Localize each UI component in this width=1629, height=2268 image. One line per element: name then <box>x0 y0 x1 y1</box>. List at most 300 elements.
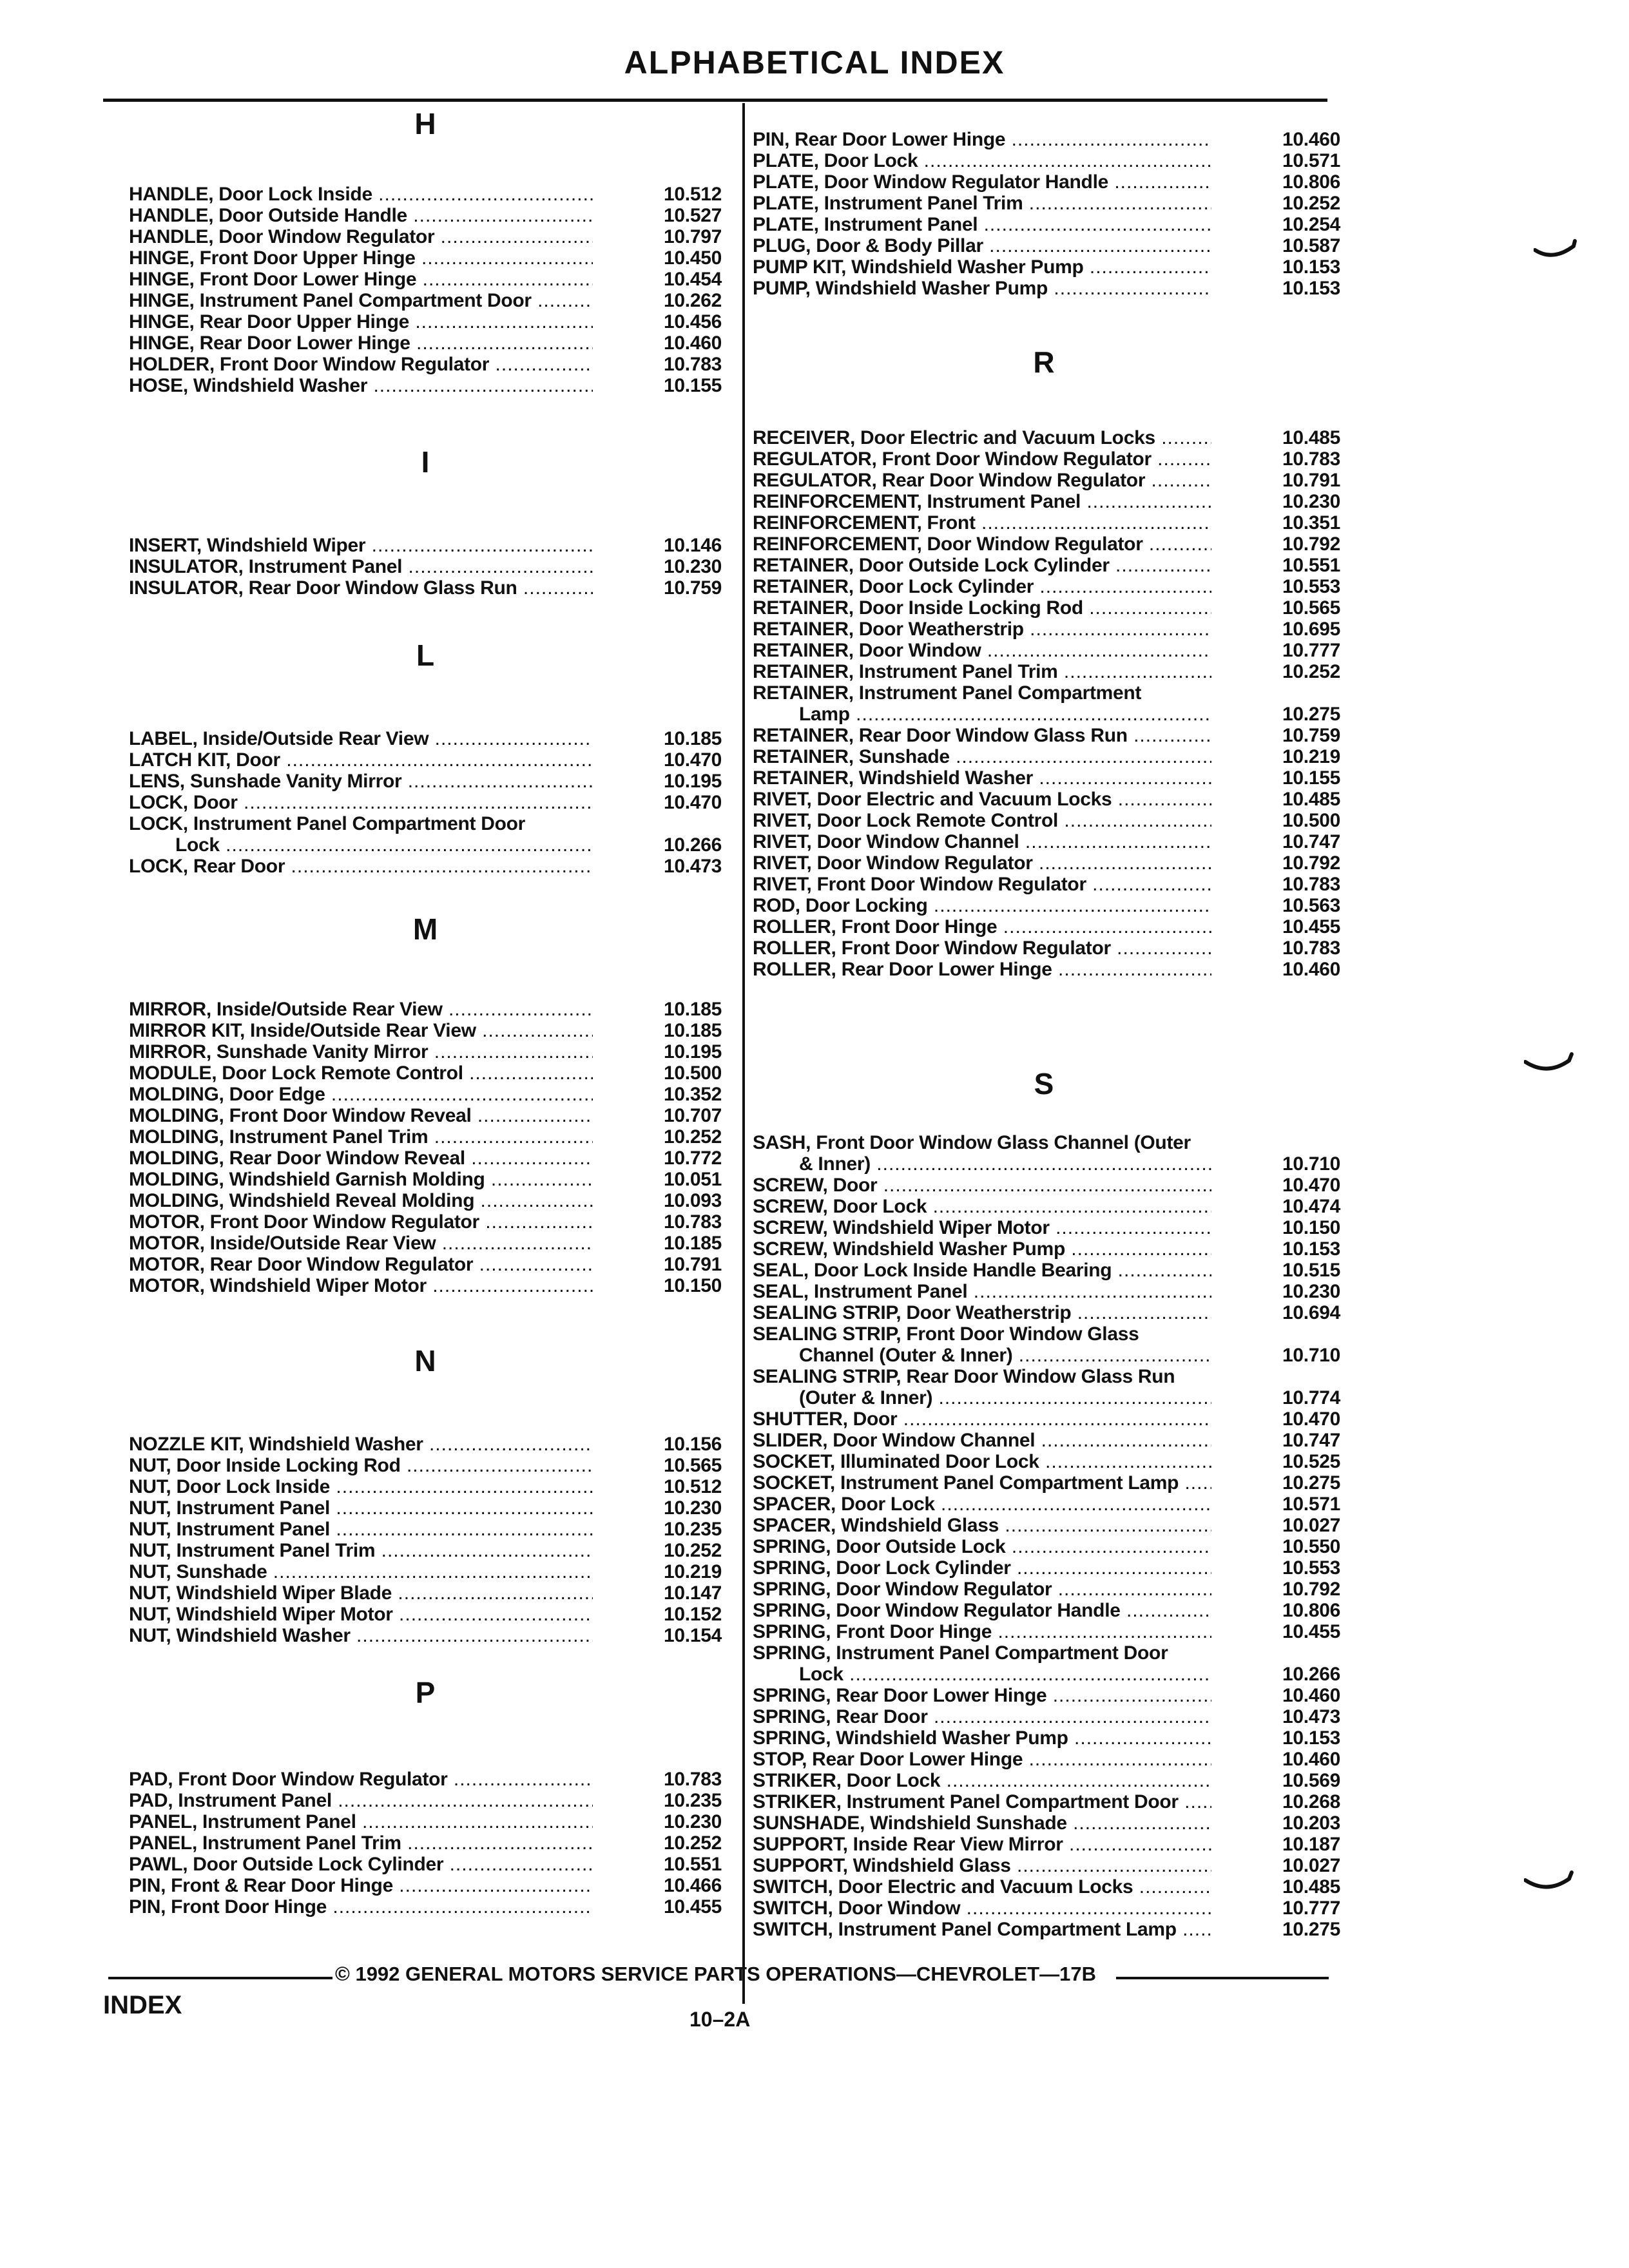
index-entry-label: SHUTTER, Door ..... <box>753 1408 1211 1430</box>
index-entry-label: MOLDING, Door Edge ..... <box>129 1084 593 1105</box>
index-entry-label: SUNSHADE, Windshield Sunshade ..... <box>753 1812 1211 1834</box>
index-entry-label: SPRING, Rear Door Lower Hinge ..... <box>753 1685 1211 1706</box>
index-entry-page: 10.155 <box>1282 767 1340 789</box>
index-entry-page: 10.783 <box>664 1769 722 1790</box>
index-entry <box>129 856 722 877</box>
index-entry-label: SUPPORT, Windshield Glass ..... <box>753 1855 1211 1876</box>
index-entry-label: SPRING, Door Outside Lock ..... <box>753 1536 1211 1557</box>
index-entry <box>129 1769 722 1790</box>
index-entry <box>129 771 722 792</box>
section-letter-heading: H <box>414 107 436 140</box>
index-entry-label: SOCKET, Illuminated Door Lock ..... <box>753 1451 1211 1472</box>
index-entry-label: SEALING STRIP, Door Weatherstrip ..... <box>753 1302 1211 1323</box>
index-entry-page: 10.783 <box>1282 937 1340 959</box>
index-entry-page: 10.470 <box>1282 1408 1340 1430</box>
index-entry-label: SOCKET, Instrument Panel Compartment Lamp ..... <box>753 1472 1211 1494</box>
index-entry-page: 10.252 <box>664 1832 722 1854</box>
index-entry <box>753 1706 1340 1727</box>
index-entry-label: LENS, Sunshade Vanity Mirror ..... <box>129 771 593 792</box>
index-entry-continuation-label: Channel (Outer & Inner) ..... <box>799 1345 1211 1366</box>
index-entry-page: 10.153 <box>1282 1727 1340 1749</box>
index-entry-page: 10.695 <box>1282 619 1340 640</box>
index-entry-page: 10.455 <box>1282 1621 1340 1642</box>
section-letter-heading: R <box>1033 345 1055 379</box>
index-entry-label: SCREW, Windshield Wiper Motor ..... <box>753 1217 1211 1238</box>
index-entry-label: MIRROR, Inside/Outside Rear View ..... <box>129 999 593 1020</box>
index-entry-page: 10.759 <box>664 577 722 599</box>
index-entry-page: 10.551 <box>1282 555 1340 576</box>
index-entry-page: 10.466 <box>664 1875 722 1896</box>
index-entry <box>753 1642 1340 1664</box>
index-entry <box>129 1540 722 1561</box>
index-entry-label: RECEIVER, Door Electric and Vacuum Locks ..... <box>753 427 1211 448</box>
index-entry <box>129 269 722 290</box>
index-entry <box>753 1727 1340 1749</box>
index-entry <box>129 1211 722 1233</box>
index-entry-label: INSULATOR, Rear Door Window Glass Run ..... <box>129 577 593 599</box>
index-entry-page: 10.553 <box>1282 1557 1340 1579</box>
index-entry-page: 10.153 <box>1282 278 1340 299</box>
section-letter-heading: M <box>412 912 438 946</box>
index-entry-label: NOZZLE KIT, Windshield Washer ..... <box>129 1434 593 1455</box>
index-entry-label: SPRING, Door Lock Cylinder ..... <box>753 1557 1211 1579</box>
index-entry <box>129 1604 722 1625</box>
index-entry <box>129 332 722 354</box>
index-entry <box>753 1175 1340 1196</box>
index-entry <box>753 555 1340 576</box>
index-entry-page: 10.515 <box>1282 1260 1340 1281</box>
index-entry <box>129 290 722 311</box>
index-entry-label: PLATE, Door Lock ..... <box>753 150 1211 171</box>
index-entry <box>129 1126 722 1148</box>
index-entry-label: SPACER, Door Lock ..... <box>753 1494 1211 1515</box>
index-entry-label: SEALING STRIP, Front Door Window Glass <box>753 1323 1139 1345</box>
index-entry <box>129 1519 722 1540</box>
index-entry-label: RETAINER, Door Window ..... <box>753 640 1211 661</box>
index-entry <box>129 1434 722 1455</box>
title-rule <box>103 99 1327 102</box>
index-entry-label: PLUG, Door & Body Pillar ..... <box>753 235 1211 256</box>
index-entry-label: ROLLER, Front Door Window Regulator ..... <box>753 937 1211 959</box>
index-entry-continuation <box>753 1664 1340 1685</box>
index-entry <box>753 937 1340 959</box>
index-entry <box>753 512 1340 533</box>
index-entry <box>753 725 1340 746</box>
index-entry-page: 10.460 <box>1282 129 1340 150</box>
index-entry-page: 10.792 <box>1282 533 1340 555</box>
index-entry <box>753 1919 1340 1940</box>
index-entry <box>129 1254 722 1275</box>
index-entry-label: RETAINER, Rear Door Window Glass Run ..... <box>753 725 1211 746</box>
index-entry-continuation-label: (Outer & Inner) ..... <box>799 1387 1211 1408</box>
index-entry-label: ROLLER, Rear Door Lower Hinge ..... <box>753 959 1211 980</box>
index-entry <box>753 767 1340 789</box>
index-entry <box>129 1875 722 1896</box>
index-entry-label: SPACER, Windshield Glass ..... <box>753 1515 1211 1536</box>
index-entry-label: RETAINER, Sunshade ..... <box>753 746 1211 767</box>
index-entry-label: HANDLE, Door Lock Inside ..... <box>129 184 593 205</box>
index-entry <box>129 1105 722 1126</box>
binding-mark <box>1534 232 1579 264</box>
index-entry <box>753 874 1340 895</box>
index-entry-page: 10.473 <box>1282 1706 1340 1727</box>
index-entry <box>129 205 722 226</box>
index-entry-page: 10.230 <box>1282 1281 1340 1302</box>
index-entry-label: RETAINER, Door Outside Lock Cylinder ..... <box>753 555 1211 576</box>
index-entry-label: MOLDING, Windshield Garnish Molding ..... <box>129 1169 593 1190</box>
index-entry <box>753 576 1340 597</box>
index-entry-label: MIRROR, Sunshade Vanity Mirror ..... <box>129 1041 593 1062</box>
index-entry-page: 10.146 <box>664 535 722 556</box>
index-entry <box>129 1476 722 1497</box>
index-entry-label: HINGE, Front Door Upper Hinge ..... <box>129 247 593 269</box>
index-entry-page: 10.470 <box>1282 1175 1340 1196</box>
index-entry <box>129 1041 722 1062</box>
index-entry <box>753 619 1340 640</box>
index-entry <box>753 1515 1340 1536</box>
index-entry-label: REINFORCEMENT, Front ..... <box>753 512 1211 533</box>
index-entry-page: 10.772 <box>664 1148 722 1169</box>
index-entry-label: MOTOR, Windshield Wiper Motor ..... <box>129 1275 593 1296</box>
index-entry-label: SPRING, Door Window Regulator Handle ..... <box>753 1600 1211 1621</box>
section-letter-heading: S <box>1034 1067 1054 1100</box>
index-entry <box>753 1196 1340 1217</box>
index-entry-page: 10.783 <box>664 354 722 375</box>
index-entry-page: 10.155 <box>664 375 722 396</box>
index-entry <box>753 1876 1340 1898</box>
index-entry-page: 10.470 <box>664 792 722 813</box>
index-entry-page: 10.185 <box>664 1020 722 1041</box>
index-entry-label: PAD, Instrument Panel ..... <box>129 1790 593 1811</box>
index-entry-label: REINFORCEMENT, Instrument Panel ..... <box>753 491 1211 512</box>
index-entry-label: PUMP KIT, Windshield Washer Pump ..... <box>753 256 1211 278</box>
index-entry-page: 10.219 <box>664 1561 722 1582</box>
index-entry-page: 10.460 <box>1282 959 1340 980</box>
index-entry-page: 10.275 <box>1282 1472 1340 1494</box>
binding-mark <box>1524 1050 1576 1082</box>
index-entry <box>753 810 1340 831</box>
index-entry <box>753 533 1340 555</box>
index-entry-label: MOTOR, Rear Door Window Regulator ..... <box>129 1254 593 1275</box>
index-entry <box>753 1408 1340 1430</box>
index-entry <box>753 1451 1340 1472</box>
index-entry-label: NUT, Door Inside Locking Rod ..... <box>129 1455 593 1476</box>
index-entry-page: 10.783 <box>1282 874 1340 895</box>
index-entry-page: 10.275 <box>1282 704 1340 725</box>
index-entry-page: 10.473 <box>664 856 722 877</box>
index-entry-page: 10.150 <box>664 1275 722 1296</box>
index-entry-label: NUT, Windshield Wiper Blade ..... <box>129 1582 593 1604</box>
index-entry-label: MOLDING, Front Door Window Reveal ..... <box>129 1105 593 1126</box>
index-entry-continuation <box>753 704 1340 725</box>
index-entry-label: RETAINER, Instrument Panel Trim ..... <box>753 661 1211 682</box>
index-entry <box>129 1084 722 1105</box>
index-entry <box>129 1275 722 1296</box>
index-entry-label: ROD, Door Locking ..... <box>753 895 1211 916</box>
index-entry-page: 10.527 <box>664 205 722 226</box>
index-entry-page: 10.150 <box>1282 1217 1340 1238</box>
index-entry-label: RIVET, Door Window Regulator ..... <box>753 852 1211 874</box>
index-entry-label: HINGE, Rear Door Lower Hinge ..... <box>129 332 593 354</box>
index-entry-label: LATCH KIT, Door ..... <box>129 749 593 771</box>
index-entry <box>129 375 722 396</box>
index-entry-label: SPRING, Windshield Washer Pump ..... <box>753 1727 1211 1749</box>
index-entry-label: PLATE, Door Window Regulator Handle ..... <box>753 171 1211 193</box>
index-entry-page: 10.195 <box>664 1041 722 1062</box>
index-entry-label: NUT, Instrument Panel Trim ..... <box>129 1540 593 1561</box>
index-entry <box>753 1749 1340 1770</box>
index-entry-page: 10.219 <box>1282 746 1340 767</box>
index-entry-label: ROLLER, Front Door Hinge ..... <box>753 916 1211 937</box>
index-entry <box>129 1896 722 1917</box>
index-entry-page: 10.450 <box>664 247 722 269</box>
index-entry-page: 10.550 <box>1282 1536 1340 1557</box>
index-entry <box>753 1791 1340 1812</box>
index-entry-label: NUT, Instrument Panel ..... <box>129 1497 593 1519</box>
index-entry-continuation-label: Lamp ..... <box>799 704 1211 725</box>
footer-rule-left <box>108 1977 333 1979</box>
index-entry-label: RIVET, Door Lock Remote Control ..... <box>753 810 1211 831</box>
index-entry <box>129 184 722 205</box>
index-entry <box>753 1834 1340 1855</box>
index-entry-label: NUT, Sunshade ..... <box>129 1561 593 1582</box>
index-entry-page: 10.230 <box>664 556 722 577</box>
index-entry <box>753 1536 1340 1557</box>
index-entry <box>753 1600 1340 1621</box>
index-entry-page: 10.152 <box>664 1604 722 1625</box>
index-entry <box>753 1238 1340 1260</box>
index-entry-page: 10.512 <box>664 1476 722 1497</box>
index-entry-label: PAWL, Door Outside Lock Cylinder ..... <box>129 1854 593 1875</box>
index-entry-label: SWITCH, Door Electric and Vacuum Locks ..... <box>753 1876 1211 1898</box>
index-entry <box>129 813 722 834</box>
index-entry-label: SPRING, Rear Door ..... <box>753 1706 1211 1727</box>
index-entry-label: STRIKER, Door Lock ..... <box>753 1770 1211 1791</box>
index-entry-page: 10.230 <box>664 1811 722 1832</box>
index-entry <box>753 640 1340 661</box>
index-entry-page: 10.563 <box>1282 895 1340 916</box>
index-entry-page: 10.252 <box>664 1126 722 1148</box>
index-entry-continuation <box>753 1345 1340 1366</box>
index-entry <box>753 661 1340 682</box>
index-entry-label: RIVET, Front Door Window Regulator ..... <box>753 874 1211 895</box>
index-entry-page: 10.351 <box>1282 512 1340 533</box>
index-entry-page: 10.051 <box>664 1169 722 1190</box>
section-letter-heading: L <box>416 639 435 672</box>
index-entry-label: RIVET, Door Window Channel ..... <box>753 831 1211 852</box>
index-entry <box>129 226 722 247</box>
index-entry-page: 10.454 <box>664 269 722 290</box>
index-entry-page: 10.791 <box>664 1254 722 1275</box>
index-entry-label: NUT, Windshield Wiper Motor ..... <box>129 1604 593 1625</box>
index-entry-page: 10.571 <box>1282 150 1340 171</box>
index-entry-page: 10.470 <box>664 749 722 771</box>
index-entry-label: SLIDER, Door Window Channel ..... <box>753 1430 1211 1451</box>
index-entry <box>129 577 722 599</box>
index-entry-label: INSULATOR, Instrument Panel ..... <box>129 556 593 577</box>
index-entry-label: RETAINER, Door Weatherstrip ..... <box>753 619 1211 640</box>
index-entry-page: 10.474 <box>1282 1196 1340 1217</box>
index-entry <box>129 1854 722 1875</box>
index-entry <box>753 1472 1340 1494</box>
index-entry <box>753 1217 1340 1238</box>
index-entry <box>753 235 1340 256</box>
index-entry <box>753 1855 1340 1876</box>
index-entry <box>129 247 722 269</box>
index-entry-page: 10.252 <box>664 1540 722 1561</box>
index-entry-label: HOSE, Windshield Washer ..... <box>129 375 593 396</box>
index-entry <box>129 1625 722 1646</box>
index-entry-label: PAD, Front Door Window Regulator ..... <box>129 1769 593 1790</box>
index-entry-page: 10.185 <box>664 1233 722 1254</box>
index-entry-page: 10.710 <box>1282 1153 1340 1175</box>
index-entry-page: 10.485 <box>1282 789 1340 810</box>
index-entry <box>753 789 1340 810</box>
index-entry <box>753 1132 1340 1153</box>
index-entry-page: 10.154 <box>664 1625 722 1646</box>
index-entry <box>753 682 1340 704</box>
index-entry <box>129 1233 722 1254</box>
page-number: 10–2A <box>689 2008 751 2031</box>
index-entry-label: PLATE, Instrument Panel Trim ..... <box>753 193 1211 214</box>
index-entry-page: 10.565 <box>1282 597 1340 619</box>
index-entry <box>129 1582 722 1604</box>
index-entry <box>129 1169 722 1190</box>
index-entry-label: RIVET, Door Electric and Vacuum Locks ..... <box>753 789 1211 810</box>
index-entry-label: MOTOR, Inside/Outside Rear View ..... <box>129 1233 593 1254</box>
index-entry-label: MOLDING, Rear Door Window Reveal ..... <box>129 1148 593 1169</box>
index-entry-label: LABEL, Inside/Outside Rear View ..... <box>129 728 593 749</box>
index-entry-page: 10.275 <box>1282 1919 1340 1940</box>
index-entry-label: PANEL, Instrument Panel Trim ..... <box>129 1832 593 1854</box>
index-entry-page: 10.455 <box>1282 916 1340 937</box>
index-entry-page: 10.027 <box>1282 1855 1340 1876</box>
footer-copyright: © 1992 GENERAL MOTORS SERVICE PARTS OPERATIONS—CHEVROLET—17B <box>335 1963 1096 1985</box>
index-entry-page: 10.460 <box>1282 1749 1340 1770</box>
index-entry-page: 10.747 <box>1282 1430 1340 1451</box>
index-entry-page: 10.777 <box>1282 1898 1340 1919</box>
index-entry-page: 10.774 <box>1282 1387 1340 1408</box>
index-entry <box>129 354 722 375</box>
index-entry-label: NUT, Door Lock Inside ..... <box>129 1476 593 1497</box>
index-entry-label: MOTOR, Front Door Window Regulator ..... <box>129 1211 593 1233</box>
index-entry-page: 10.587 <box>1282 235 1340 256</box>
index-entry-label: MOLDING, Windshield Reveal Molding ..... <box>129 1190 593 1211</box>
index-entry <box>753 171 1340 193</box>
index-entry-page: 10.569 <box>1282 1770 1340 1791</box>
index-entry-page: 10.153 <box>1282 1238 1340 1260</box>
index-entry-label: REGULATOR, Front Door Window Regulator ..... <box>753 448 1211 470</box>
index-entry <box>753 448 1340 470</box>
index-entry-continuation <box>753 1153 1340 1175</box>
footer-section-label: INDEX <box>103 1991 182 2019</box>
index-entry-page: 10.791 <box>1282 470 1340 491</box>
index-entry-page: 10.156 <box>664 1434 722 1455</box>
index-entry-continuation <box>753 1387 1340 1408</box>
index-entry-continuation-label: Lock ..... <box>175 834 593 856</box>
index-entry-label: LOCK, Instrument Panel Compartment Door <box>129 813 526 834</box>
index-entry-page: 10.806 <box>1282 1600 1340 1621</box>
index-entry <box>753 1366 1340 1387</box>
index-entry-page: 10.093 <box>664 1190 722 1211</box>
index-entry <box>129 999 722 1020</box>
index-entry-label: RETAINER, Door Lock Cylinder ..... <box>753 576 1211 597</box>
index-entry-page: 10.195 <box>664 771 722 792</box>
index-entry-page: 10.500 <box>1282 810 1340 831</box>
index-entry-page: 10.485 <box>1282 427 1340 448</box>
index-entry-page: 10.266 <box>664 834 722 856</box>
index-entry-page: 10.147 <box>664 1582 722 1604</box>
index-entry <box>753 1812 1340 1834</box>
index-entry <box>753 129 1340 150</box>
index-entry <box>753 746 1340 767</box>
index-entry-page: 10.806 <box>1282 171 1340 193</box>
index-entry <box>129 1497 722 1519</box>
index-entry-label: PANEL, Instrument Panel ..... <box>129 1811 593 1832</box>
index-entry-page: 10.153 <box>1282 256 1340 278</box>
index-entry-label: HINGE, Instrument Panel Compartment Door ..... <box>129 290 593 311</box>
index-entry-label: SWITCH, Door Window ..... <box>753 1898 1211 1919</box>
index-entry-label: HINGE, Rear Door Upper Hinge ..... <box>129 311 593 332</box>
section-letter-heading: N <box>414 1344 436 1378</box>
index-entry-label: STRIKER, Instrument Panel Compartment Door ..... <box>753 1791 1211 1812</box>
index-entry-page: 10.747 <box>1282 831 1340 852</box>
index-entry-page: 10.553 <box>1282 576 1340 597</box>
index-entry-label: PIN, Rear Door Lower Hinge ..... <box>753 129 1211 150</box>
index-entry-page: 10.185 <box>664 728 722 749</box>
index-entry <box>129 1832 722 1854</box>
index-entry <box>753 427 1340 448</box>
index-entry <box>753 597 1340 619</box>
index-entry-page: 10.525 <box>1282 1451 1340 1472</box>
index-entry-page: 10.252 <box>1282 661 1340 682</box>
index-entry-page: 10.500 <box>664 1062 722 1084</box>
index-entry <box>129 1020 722 1041</box>
index-entry <box>129 535 722 556</box>
index-entry-continuation-label: Lock ..... <box>799 1664 1211 1685</box>
index-entry-label: SPRING, Door Window Regulator ..... <box>753 1579 1211 1600</box>
index-entry-page: 10.460 <box>664 332 722 354</box>
index-entry-label: LOCK, Rear Door ..... <box>129 856 593 877</box>
index-entry-page: 10.783 <box>664 1211 722 1233</box>
index-entry-page: 10.759 <box>1282 725 1340 746</box>
index-entry-page: 10.783 <box>1282 448 1340 470</box>
index-entry-label: SPRING, Front Door Hinge ..... <box>753 1621 1211 1642</box>
index-entry-label: PIN, Front & Rear Door Hinge ..... <box>129 1875 593 1896</box>
index-entry-page: 10.460 <box>1282 1685 1340 1706</box>
index-entry <box>129 1148 722 1169</box>
index-entry-label: SCREW, Door ..... <box>753 1175 1211 1196</box>
index-entry-label: INSERT, Windshield Wiper ..... <box>129 535 593 556</box>
index-entry-page: 10.230 <box>664 1497 722 1519</box>
index-entry-label: SASH, Front Door Window Glass Channel (Outer <box>753 1132 1191 1153</box>
index-entry <box>129 1062 722 1084</box>
index-entry <box>753 491 1340 512</box>
index-entry <box>753 1770 1340 1791</box>
index-entry-page: 10.694 <box>1282 1302 1340 1323</box>
index-entry-page: 10.185 <box>664 999 722 1020</box>
index-entry <box>753 193 1340 214</box>
index-entry <box>753 895 1340 916</box>
index-entry-label: HINGE, Front Door Lower Hinge ..... <box>129 269 593 290</box>
index-entry-label: PIN, Front Door Hinge ..... <box>129 1896 593 1917</box>
index-entry <box>129 728 722 749</box>
index-entry <box>129 1811 722 1832</box>
index-entry-label: REINFORCEMENT, Door Window Regulator ..... <box>753 533 1211 555</box>
index-entry-label: SWITCH, Instrument Panel Compartment Lamp ..... <box>753 1919 1211 1940</box>
index-entry <box>129 1455 722 1476</box>
index-entry-page: 10.485 <box>1282 1876 1340 1898</box>
